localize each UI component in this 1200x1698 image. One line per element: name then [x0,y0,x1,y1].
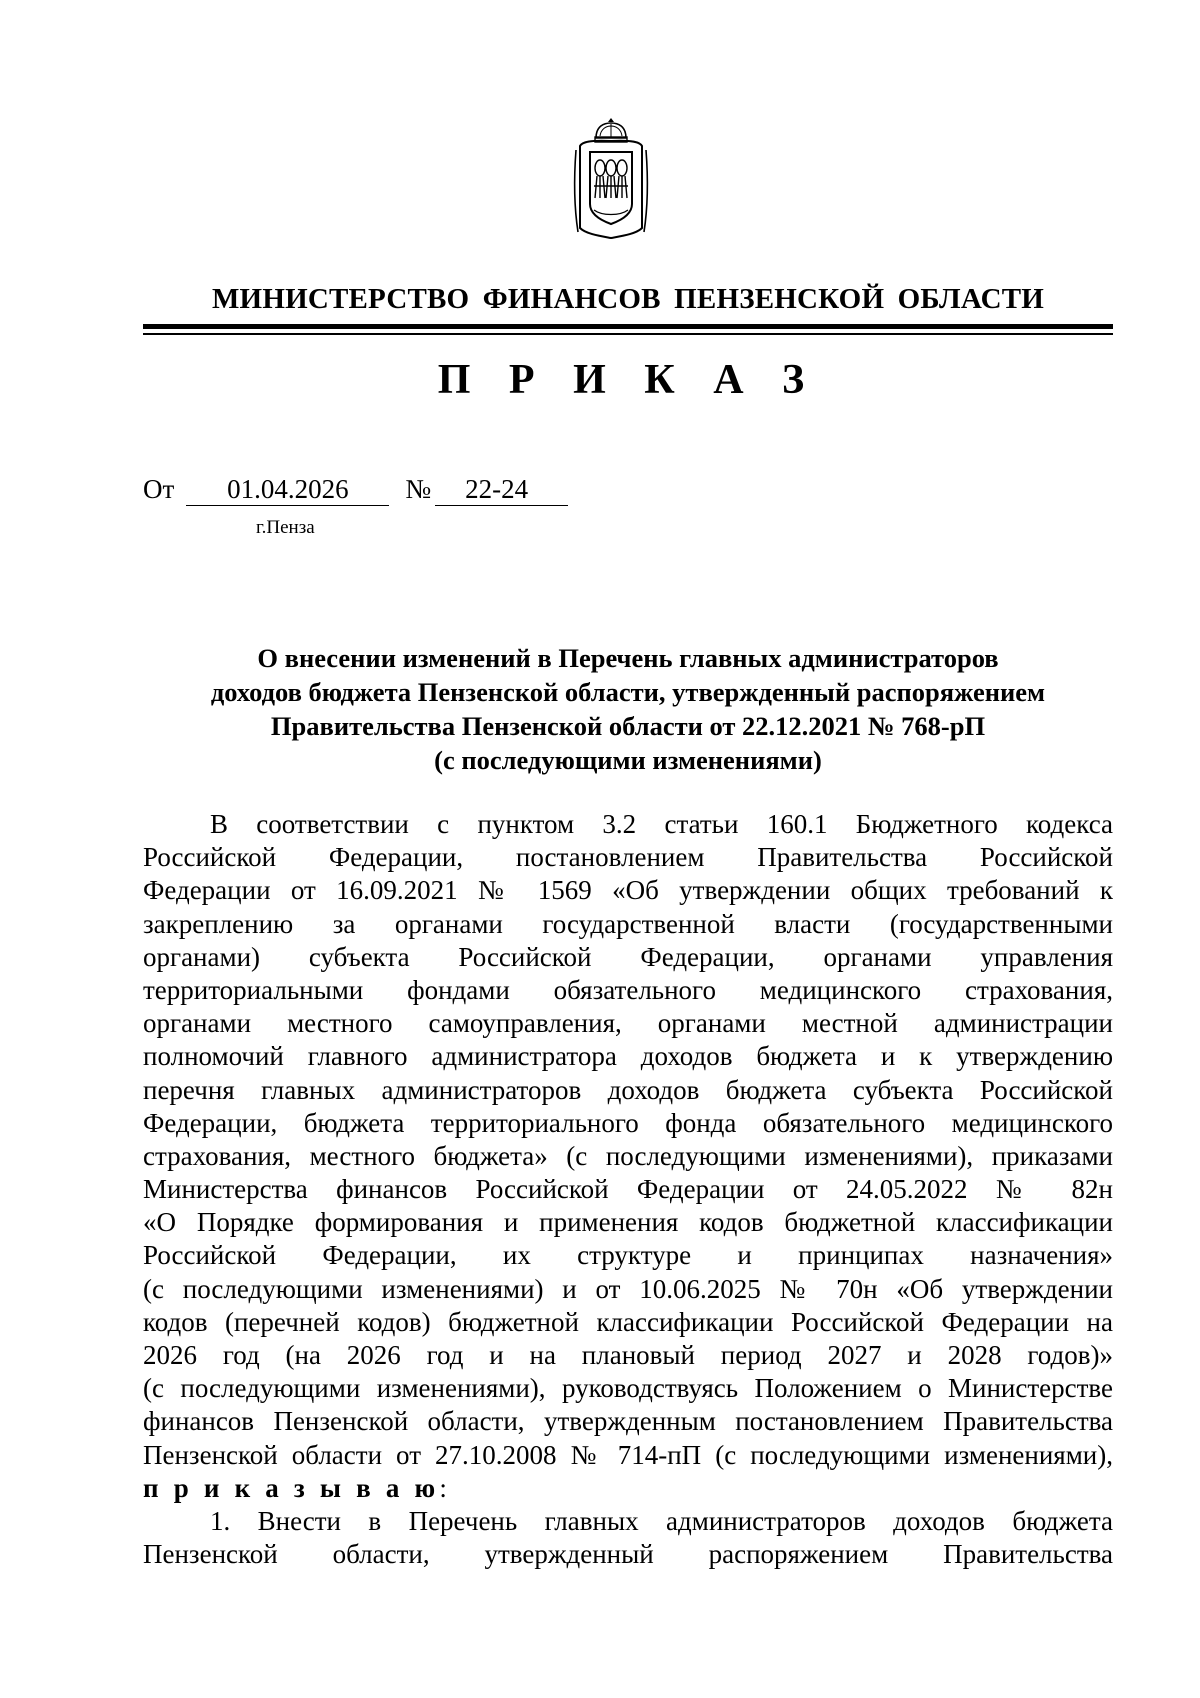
coat-of-arms-icon [570,116,652,242]
subject-line: Правительства Пензенской области от 22.12.2021 № 768-рП [270,711,986,741]
body-line: 2026 год (на 2026 год и на плановый период 2027 и 2028 годов)» [143,1340,1113,1370]
order-subject [143,641,1113,777]
item-1-line: 1. Внести в Перечень главных администраторов доходов бюджета [210,1505,1113,1536]
subject-line: доходов бюджета Пензенской области, утвержденный распоряжением [210,677,1046,707]
order-date: 01.04.2026 [186,474,389,506]
order-body [143,808,1113,1571]
body-line: полномочий главного администратора доходов бюджета и к утверждению [143,1041,1113,1072]
body-line: (с последующими изменениями), руководствуясь Положением о Министерстве [143,1373,1113,1404]
subject-line: О внесении изменений в Перечень главных администраторов [257,643,999,673]
item-1-line: Пензенской области, утвержденный распоряжением Правительства [143,1539,1113,1570]
body-line: В соответствии с пунктом 3.2 статьи 160.1 Бюджетного кодекса [210,809,1113,839]
body-line: Российской Федерации, их структуре и принципах назначения» [143,1240,1113,1271]
order-directive [143,1472,1113,1505]
body-line: Российской Федерации, постановлением Правительства Российской [143,842,1113,873]
number-sign: № [405,474,432,504]
date-number-line [143,474,568,506]
body-line: кодов (перечней кодов) бюджетной классификации Российской Федерации на [143,1306,1113,1337]
city: г.Пенза [256,517,315,538]
order-number: 22-24 [435,474,568,506]
header-rule-thin [143,333,1113,335]
body-line: Пензенской области от 27.10.2008 № 714-пП (с последующими изменениями), [143,1439,1113,1470]
body-line: перечня главных администраторов доходов бюджета субъекта Российской [143,1074,1113,1105]
body-line: Министерства финансов Российской Федерации от 24.05.2022 № 82н [143,1174,1113,1205]
body-line: финансов Пензенской области, утвержденным постановлением Правительства [143,1406,1113,1437]
body-line: Федерации, бюджета территориального фонда обязательного медицинского [143,1107,1113,1138]
body-line: страхования, местного бюджета» (с последующими изменениями), приказами [143,1140,1113,1171]
header-rule-thick [143,324,1113,329]
body-line: территориальными фондами обязательного медицинского страхования, [143,974,1113,1005]
order-word: п р и к а з ы в а ю [143,1472,440,1503]
body-line: (с последующими изменениями) и от 10.06.2025 № 70н «Об утверждении [143,1273,1113,1304]
body-line: «О Порядке формирования и применения кодов бюджетной классификации [143,1207,1113,1238]
body-line: органами) субъекта Российской Федерации, органами управления [143,941,1113,972]
subject-line: (с последующими изменениями) [434,745,822,775]
body-line: органами местного самоуправления, органами местной администрации [143,1008,1113,1039]
ministry-name: МИНИСТЕРСТВО ФИНАНСОВ ПЕНЗЕНСКОЙ ОБЛАСТИ [211,283,1045,315]
order-suffix: : [439,1472,447,1503]
date-prefix: От [143,474,175,504]
body-line: Федерации от 16.09.2021 № 1569 «Об утверждении общих требований к [143,875,1113,906]
document-type: П Р И К А З [437,357,819,403]
body-line: закреплению за органами государственной власти (государственными [143,908,1113,939]
